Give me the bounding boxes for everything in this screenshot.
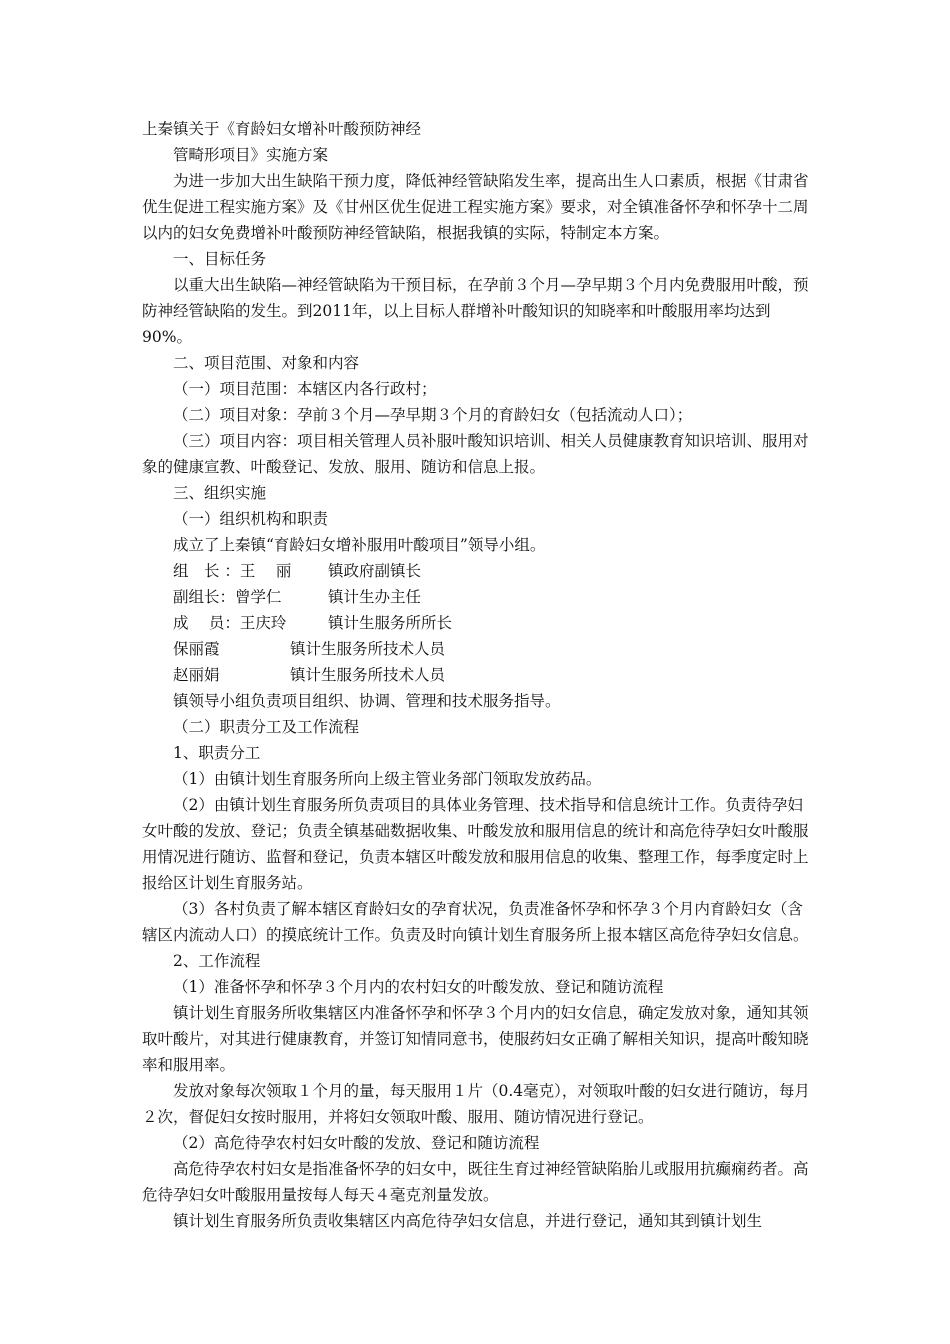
member-row (142, 610, 814, 636)
section-heading-implementation: 三、组织实施 (173, 484, 267, 502)
document-title-line1: 上秦镇关于《育龄妇女增补叶酸预防神经 (142, 120, 422, 138)
workflow-heading-1: （1）准备怀孕和怀孕３个月内的农村妇女的叶酸发放、登记和随访流程 (173, 978, 664, 996)
document-body (142, 116, 814, 1234)
subheading-workflow: 2、工作流程 (173, 952, 261, 970)
duty-item-1: （1）由镇计划生育服务所向上级主管业务部门领取发放药品。 (173, 770, 602, 788)
workflow-paragraph-3: 高危待孕农村妇女是指准备怀孕的妇女中，既往生育过神经管缺陷胎儿或服用抗癫痫药者。高危待孕妇女叶酸服用量按每人每天４毫克剂量发放。 (142, 1160, 809, 1204)
section-heading-goals: 一、目标任务 (173, 250, 267, 268)
member-name: 组 长 ：王 丽 (173, 562, 292, 580)
member-role: 镇政府副镇长 (328, 562, 422, 580)
goals-paragraph: 以重大出生缺陷—神经管缺陷为干预目标，在孕前３个月—孕早期３个月内免费服用叶酸，预防神经管缺陷的发生。到2011年，以上目标人群增补叶酸知识的知晓率和叶酸服用率均达到90%。 (142, 276, 809, 346)
scope-item-target: （二）项目对象：孕前３个月—孕早期３个月的育龄妇女（包括流动人口）； (173, 406, 693, 424)
subheading-organization: （一）组织机构和职责 (173, 510, 329, 528)
leading-group-duty: 镇领导小组负责项目组织、协调、管理和技术服务指导。 (173, 692, 561, 710)
duty-item-3: （3）各村负责了解本辖区育龄妇女的孕育状况，负责准备怀孕和怀孕３个月内育龄妇女（含辖区内流动人口）的摸底统计工作。负责及时向镇计划生育服务所上报本辖区高危待孕妇女信息。 (142, 900, 809, 944)
leading-group-paragraph: 成立了上秦镇“育龄妇女增补服用叶酸项目”领导小组。 (173, 536, 546, 554)
duty-item-2: （2）由镇计划生育服务所负责项目的具体业务管理、技术指导和信息统计工作。负责待孕妇女叶酸的发放、登记；负责全镇基础数据收集、叶酸发放和服用信息的统计和高危待孕妇女叶酸服用情况进行随访、监督和登记，负责本辖区叶酸发放和服用信息的收集、整理工作，每季度定时上报给区计划生育服务站。 (142, 796, 809, 892)
workflow-paragraph-1: 镇计划生育服务所收集辖区内准备怀孕和怀孕３个月内的妇女信息，确定发放对象，通知其领取叶酸片，对其进行健康教育，并签订知情同意书，使服药妇女正确了解相关知识，提高叶酸知晓率和服用率。 (142, 1004, 809, 1074)
member-row (142, 584, 814, 610)
member-row (142, 662, 814, 688)
scope-item-content: （三）项目内容：项目相关管理人员补服叶酸知识培训、相关人员健康教育知识培训、服用对象的健康宣教、叶酸登记、发放、服用、随访和信息上报。 (142, 432, 809, 476)
member-row (142, 558, 814, 584)
scope-item-range: （一）项目范围：本辖区内各行政村； (173, 380, 437, 398)
member-name: 保丽霞 (173, 640, 220, 658)
subheading-division: （二）职责分工及工作流程 (173, 718, 360, 736)
member-row (142, 636, 814, 662)
member-role: 镇计生办主任 (328, 588, 422, 606)
intro-paragraph: 为进一步加大出生缺陷干预力度，降低神经管缺陷发生率，提高出生人口素质，根据《甘肃省优生促进工程实施方案》及《甘州区优生促进工程实施方案》要求，对全镇准备怀孕和怀孕十二周以内的妇女免费增补叶酸预防神经管缺陷，根据我镇的实际，特制定本方案。 (142, 172, 809, 242)
workflow-paragraph-2: 发放对象每次领取１个月的量，每天服用１片（0.4毫克），对领取叶酸的妇女进行随访，每月２次，督促妇女按时服用，并将妇女领取叶酸、服用、随访情况进行登记。 (142, 1082, 810, 1126)
member-name: 副组长：曾学仁 (173, 588, 282, 606)
member-role: 镇计生服务所所长 (328, 614, 453, 632)
subheading-duties: 1、职责分工 (173, 744, 261, 762)
member-role: 镇计生服务所技术人员 (290, 666, 446, 684)
document-title-line2: 管畸形项目》实施方案 (173, 146, 329, 164)
member-role: 镇计生服务所技术人员 (290, 640, 446, 658)
member-name: 赵丽娟 (173, 666, 220, 684)
workflow-paragraph-4: 镇计划生育服务所负责收集辖区内高危待孕妇女信息，并进行登记，通知其到镇计划生 (173, 1212, 763, 1230)
section-heading-scope: 二、项目范围、对象和内容 (173, 354, 360, 372)
member-name: 成 员：王庆玲 (173, 614, 287, 632)
workflow-heading-2: （2）高危待孕农村妇女叶酸的发放、登记和随访流程 (173, 1134, 540, 1152)
